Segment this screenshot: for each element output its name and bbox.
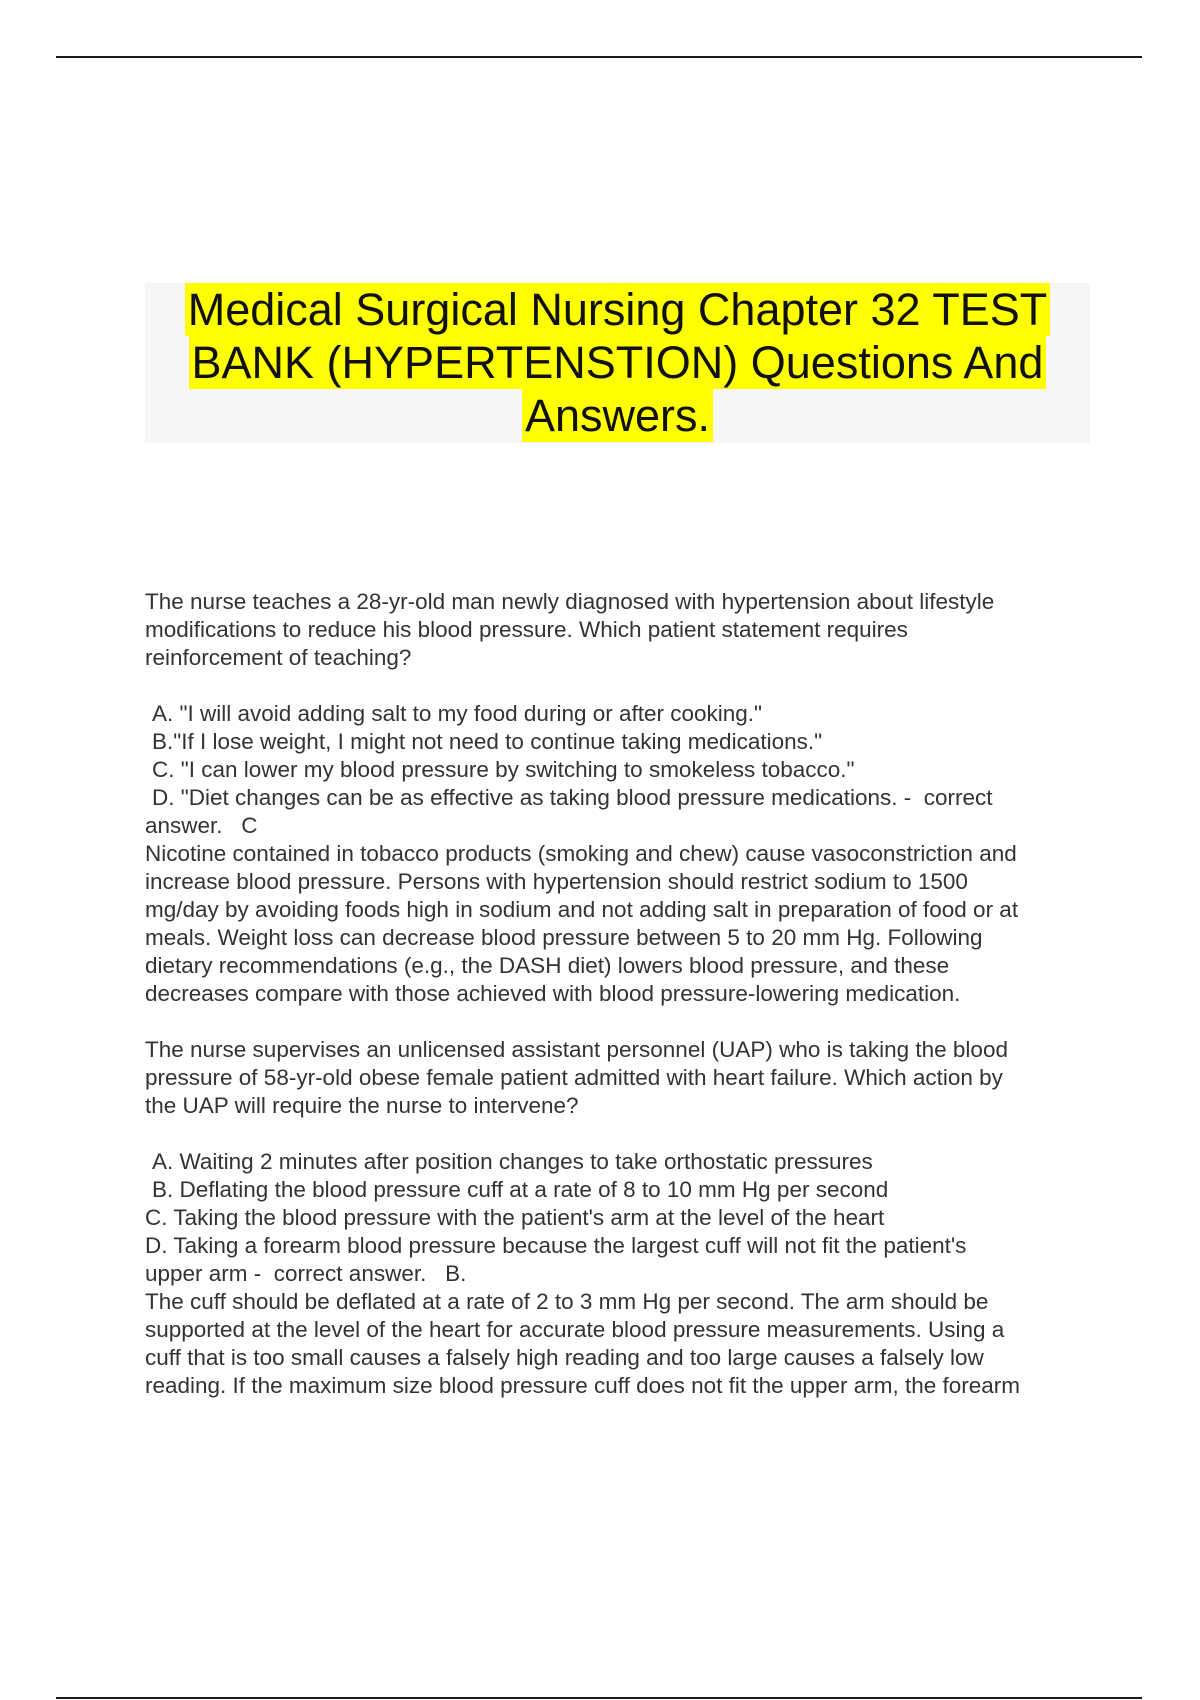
rationale-line: increase blood pressure. Persons with hypertension should restrict sodium to 1500 (145, 869, 968, 894)
answer-option-c: C. Taking the blood pressure with the patient's arm at the level of the heart (145, 1205, 885, 1230)
rationale-line: decreases compare with those achieved with blood pressure-lowering medication. (145, 981, 961, 1006)
answer-option-b: B."If I lose weight, I might not need to continue taking medications." (152, 729, 823, 754)
answer-option-b: B. Deflating the blood pressure cuff at a rate of 8 to 10 mm Hg per second (152, 1177, 889, 1202)
correct-answer: upper arm - correct answer. B. (145, 1261, 467, 1286)
correct-answer: answer. C (145, 813, 258, 838)
rationale-line: Nicotine contained in tobacco products (smoking and chew) cause vasoconstriction and (145, 841, 1017, 866)
header-rule (56, 56, 1142, 58)
answer-option-d: D. "Diet changes can be as effective as taking blood pressure medications. - correct (152, 785, 993, 810)
rationale-line: meals. Weight loss can decrease blood pressure between 5 to 20 mm Hg. Following (145, 925, 983, 950)
question-stem-line: The nurse supervises an unlicensed assistant personnel (UAP) who is taking the blood (145, 1037, 1008, 1062)
rationale-line: reading. If the maximum size blood pressure cuff does not fit the upper arm, the forearm (145, 1373, 1021, 1398)
question-stem-line: pressure of 58-yr-old obese female patient admitted with heart failure. Which action by (145, 1065, 1003, 1090)
title-line: Answers. (522, 389, 713, 442)
question-1 (145, 588, 1090, 1008)
title-line: BANK (HYPERTENSTION) Questions And (189, 336, 1047, 389)
rationale-line: supported at the level of the heart for accurate blood pressure measurements. Using a (145, 1317, 1005, 1342)
question-stem-line: reinforcement of teaching? (145, 645, 412, 670)
question-stem-line: modifications to reduce his blood pressure. Which patient statement requires (145, 617, 908, 642)
title-line: Medical Surgical Nursing Chapter 32 TEST (185, 283, 1051, 336)
rationale-line: cuff that is too small causes a falsely high reading and too large causes a falsely low (145, 1345, 984, 1370)
rationale-line: dietary recommendations (e.g., the DASH diet) lowers blood pressure, and these (145, 953, 950, 978)
document-body (145, 588, 1090, 1400)
question-stem-line: the UAP will require the nurse to intervene? (145, 1093, 579, 1118)
footer-rule (56, 1697, 1142, 1699)
answer-option-c: C. "I can lower my blood pressure by switching to smokeless tobacco." (152, 757, 855, 782)
document-title (145, 283, 1090, 443)
answer-option-a: A. "I will avoid adding salt to my food during or after cooking." (152, 701, 763, 726)
answer-option-d: D. Taking a forearm blood pressure because the largest cuff will not fit the patient's (145, 1233, 967, 1258)
answer-option-a: A. Waiting 2 minutes after position changes to take orthostatic pressures (152, 1149, 873, 1174)
question-2 (145, 1036, 1090, 1400)
question-stem-line: The nurse teaches a 28-yr-old man newly diagnosed with hypertension about lifestyle (145, 589, 995, 614)
rationale-line: The cuff should be deflated at a rate of 2 to 3 mm Hg per second. The arm should be (145, 1289, 989, 1314)
rationale-line: mg/day by avoiding foods high in sodium and not adding salt in preparation of food or at (145, 897, 1019, 922)
